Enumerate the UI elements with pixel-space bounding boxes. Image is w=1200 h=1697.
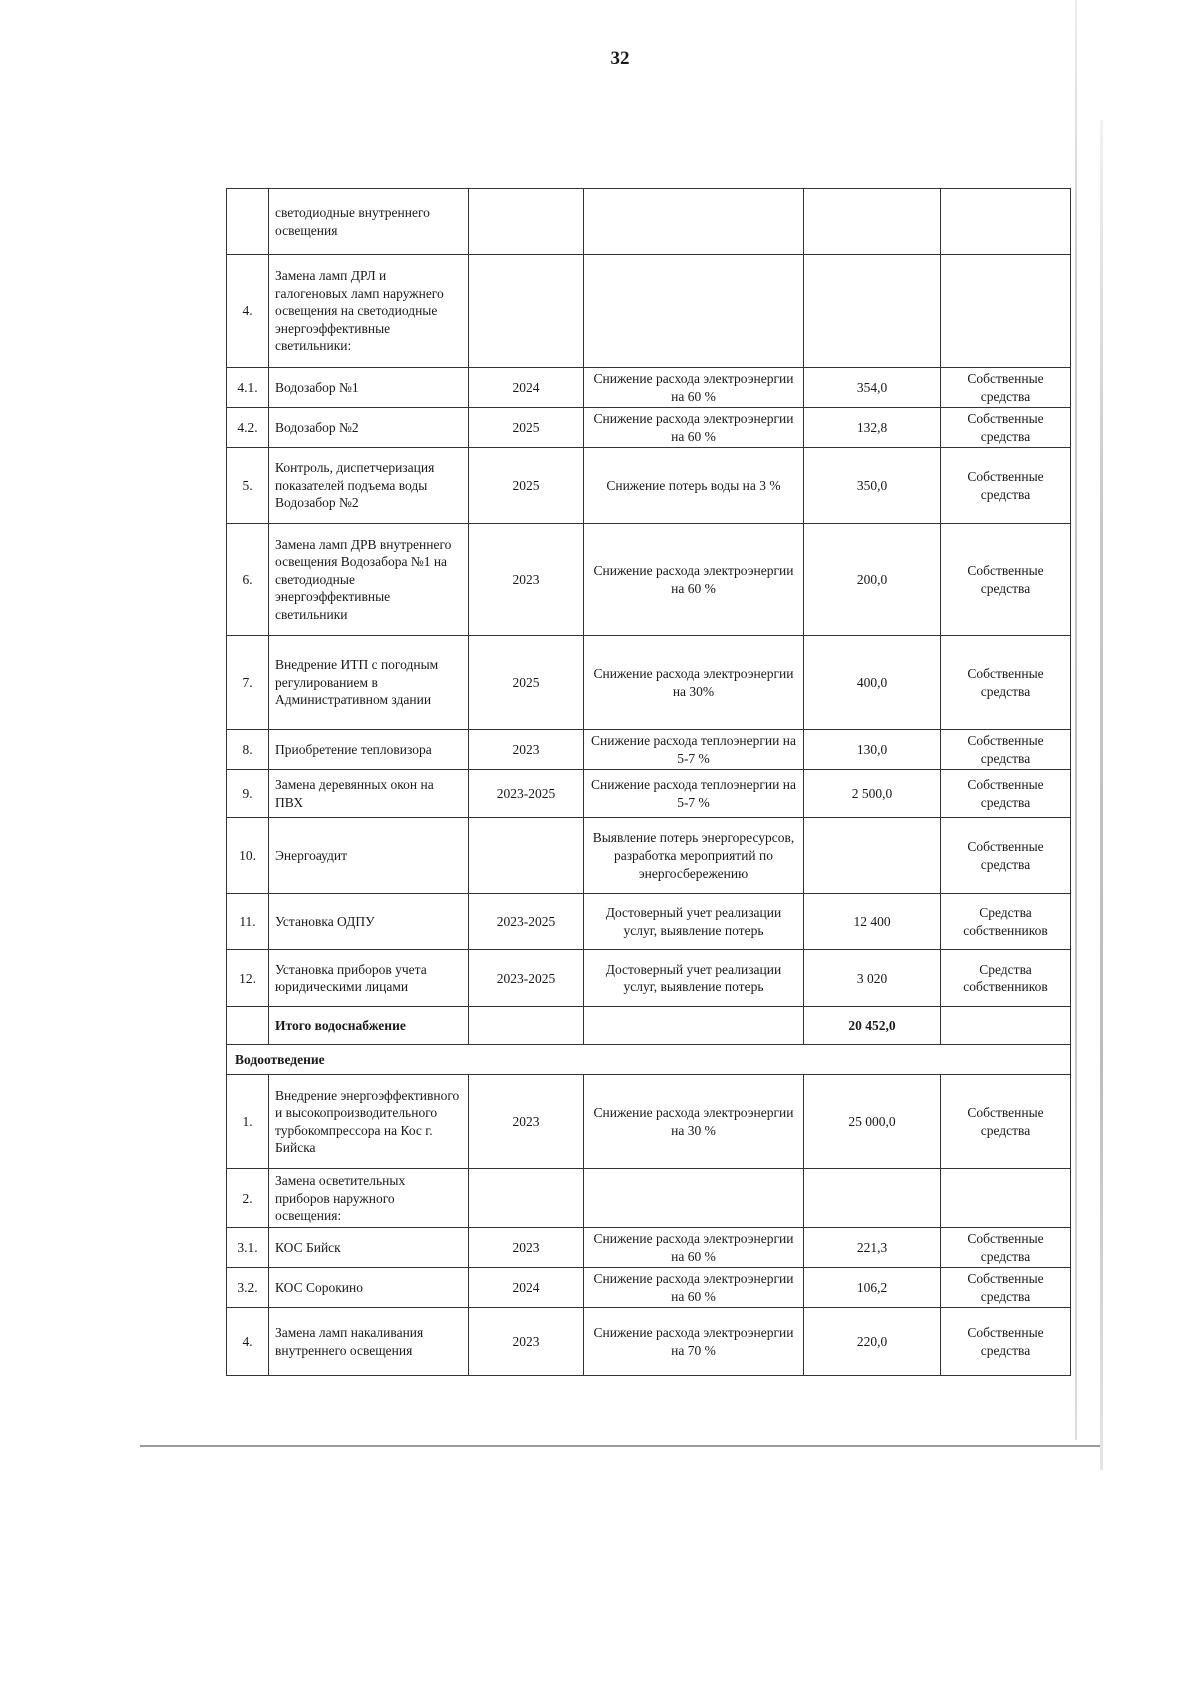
measure-name: светодиодные внутреннего освещения bbox=[269, 189, 469, 255]
expected-effect: Снижение расхода электроэнергии на 60 % bbox=[584, 408, 804, 448]
table-row bbox=[227, 1228, 1071, 1268]
table-row bbox=[227, 255, 1071, 368]
table-row bbox=[227, 1169, 1071, 1228]
table-row bbox=[227, 448, 1071, 524]
table-body bbox=[227, 189, 1071, 1376]
item-number: 8. bbox=[227, 730, 269, 770]
table-row bbox=[227, 408, 1071, 448]
measures-table-container bbox=[226, 188, 1070, 1376]
measure-name: Приобретение тепловизора bbox=[269, 730, 469, 770]
table-row bbox=[227, 1075, 1071, 1169]
item-number bbox=[227, 1007, 269, 1045]
measure-name: КОС Сорокино bbox=[269, 1268, 469, 1308]
cost-value: 221,3 bbox=[804, 1228, 941, 1268]
cost-value: 3 020 bbox=[804, 950, 941, 1007]
implementation-year bbox=[469, 1007, 584, 1045]
expected-effect bbox=[584, 1169, 804, 1228]
item-number: 7. bbox=[227, 636, 269, 730]
funding-source: Средства собственников bbox=[941, 894, 1071, 950]
measure-name: Замена ламп ДРВ внутреннего освещения Водозабора №1 на светодиодные энергоэффективные светильники bbox=[269, 524, 469, 636]
cost-value: 25 000,0 bbox=[804, 1075, 941, 1169]
measure-name: Энергоаудит bbox=[269, 818, 469, 894]
scan-bottom-line bbox=[140, 1445, 1100, 1447]
page-number: 32 bbox=[610, 48, 630, 69]
implementation-year: 2023-2025 bbox=[469, 770, 584, 818]
cost-value: 130,0 bbox=[804, 730, 941, 770]
scan-edge-line bbox=[1075, 0, 1077, 1440]
measure-name: Внедрение энергоэффективного и высокопроизводительного турбокомпрессора на Кос г. Бийска bbox=[269, 1075, 469, 1169]
expected-effect: Выявление потерь энергоресурсов, разработка мероприятий по энергосбережению bbox=[584, 818, 804, 894]
funding-source: Собственные средства bbox=[941, 368, 1071, 408]
cost-value bbox=[804, 189, 941, 255]
item-number: 4. bbox=[227, 255, 269, 368]
item-number bbox=[227, 189, 269, 255]
expected-effect: Снижение расхода электроэнергии на 60 % bbox=[584, 1228, 804, 1268]
item-number: 3.2. bbox=[227, 1268, 269, 1308]
measure-name: Установка ОДПУ bbox=[269, 894, 469, 950]
funding-source: Собственные средства bbox=[941, 818, 1071, 894]
cost-value: 106,2 bbox=[804, 1268, 941, 1308]
implementation-year bbox=[469, 255, 584, 368]
funding-source: Собственные средства bbox=[941, 770, 1071, 818]
item-number: 4.1. bbox=[227, 368, 269, 408]
funding-source: Собственные средства bbox=[941, 1308, 1071, 1376]
item-number: 11. bbox=[227, 894, 269, 950]
item-number: 4.2. bbox=[227, 408, 269, 448]
table-row bbox=[227, 636, 1071, 730]
expected-effect bbox=[584, 189, 804, 255]
measure-name: Замена осветительных приборов наружного освещения: bbox=[269, 1169, 469, 1228]
implementation-year: 2023 bbox=[469, 1228, 584, 1268]
cost-value: 20 452,0 bbox=[804, 1007, 941, 1045]
table-row bbox=[227, 730, 1071, 770]
cost-value: 132,8 bbox=[804, 408, 941, 448]
funding-source bbox=[941, 255, 1071, 368]
funding-source: Собственные средства bbox=[941, 408, 1071, 448]
implementation-year bbox=[469, 189, 584, 255]
funding-source: Собственные средства bbox=[941, 636, 1071, 730]
item-number: 12. bbox=[227, 950, 269, 1007]
implementation-year bbox=[469, 1169, 584, 1228]
expected-effect: Снижение расхода электроэнергии на 60 % bbox=[584, 368, 804, 408]
implementation-year: 2025 bbox=[469, 636, 584, 730]
cost-value: 200,0 bbox=[804, 524, 941, 636]
implementation-year: 2023 bbox=[469, 730, 584, 770]
cost-value bbox=[804, 255, 941, 368]
measure-name: КОС Бийск bbox=[269, 1228, 469, 1268]
funding-source: Собственные средства bbox=[941, 1268, 1071, 1308]
section-title: Водоотведение bbox=[227, 1045, 1071, 1075]
implementation-year: 2024 bbox=[469, 368, 584, 408]
measure-name: Водозабор №2 bbox=[269, 408, 469, 448]
measure-name: Замена деревянных окон на ПВХ bbox=[269, 770, 469, 818]
funding-source: Собственные средства bbox=[941, 730, 1071, 770]
table-row bbox=[227, 1308, 1071, 1376]
expected-effect: Достоверный учет реализации услуг, выявление потерь bbox=[584, 894, 804, 950]
expected-effect: Снижение потерь воды на 3 % bbox=[584, 448, 804, 524]
measure-name: Замена ламп накаливания внутреннего освещения bbox=[269, 1308, 469, 1376]
funding-source bbox=[941, 1169, 1071, 1228]
item-number: 4. bbox=[227, 1308, 269, 1376]
funding-source bbox=[941, 1007, 1071, 1045]
cost-value: 12 400 bbox=[804, 894, 941, 950]
cost-value bbox=[804, 818, 941, 894]
implementation-year: 2025 bbox=[469, 408, 584, 448]
item-number: 5. bbox=[227, 448, 269, 524]
funding-source: Собственные средства bbox=[941, 524, 1071, 636]
implementation-year: 2025 bbox=[469, 448, 584, 524]
table-row bbox=[227, 950, 1071, 1007]
implementation-year: 2023-2025 bbox=[469, 950, 584, 1007]
table-row bbox=[227, 770, 1071, 818]
scan-edge-line bbox=[1100, 120, 1103, 1470]
expected-effect: Снижение расхода электроэнергии на 60 % bbox=[584, 1268, 804, 1308]
measure-name: Водозабор №1 bbox=[269, 368, 469, 408]
implementation-year: 2023 bbox=[469, 524, 584, 636]
table-row bbox=[227, 1268, 1071, 1308]
item-number: 2. bbox=[227, 1169, 269, 1228]
funding-source bbox=[941, 189, 1071, 255]
measure-name: Установка приборов учета юридическими лицами bbox=[269, 950, 469, 1007]
energy-saving-measures-table bbox=[226, 188, 1071, 1376]
expected-effect bbox=[584, 255, 804, 368]
cost-value: 354,0 bbox=[804, 368, 941, 408]
table-row bbox=[227, 368, 1071, 408]
item-number: 1. bbox=[227, 1075, 269, 1169]
measure-name: Замена ламп ДРЛ и галогеновых ламп наружнего освещения на светодиодные энергоэффективные светильники: bbox=[269, 255, 469, 368]
expected-effect: Снижение расхода электроэнергии на 30% bbox=[584, 636, 804, 730]
item-number: 9. bbox=[227, 770, 269, 818]
implementation-year: 2023 bbox=[469, 1308, 584, 1376]
implementation-year bbox=[469, 818, 584, 894]
cost-value: 220,0 bbox=[804, 1308, 941, 1376]
table-row bbox=[227, 524, 1071, 636]
measure-name: Итого водоснабжение bbox=[269, 1007, 469, 1045]
cost-value: 350,0 bbox=[804, 448, 941, 524]
section-header-row bbox=[227, 1045, 1071, 1075]
expected-effect: Достоверный учет реализации услуг, выявление потерь bbox=[584, 950, 804, 1007]
expected-effect bbox=[584, 1007, 804, 1045]
funding-source: Собственные средства bbox=[941, 448, 1071, 524]
item-number: 6. bbox=[227, 524, 269, 636]
table-row bbox=[227, 894, 1071, 950]
item-number: 10. bbox=[227, 818, 269, 894]
cost-value bbox=[804, 1169, 941, 1228]
expected-effect: Снижение расхода теплоэнергии на 5-7 % bbox=[584, 730, 804, 770]
total-row bbox=[227, 1007, 1071, 1045]
expected-effect: Снижение расхода электроэнергии на 70 % bbox=[584, 1308, 804, 1376]
implementation-year: 2023-2025 bbox=[469, 894, 584, 950]
measure-name: Контроль, диспетчеризация показателей подъема воды Водозабор №2 bbox=[269, 448, 469, 524]
expected-effect: Снижение расхода электроэнергии на 60 % bbox=[584, 524, 804, 636]
funding-source: Собственные средства bbox=[941, 1228, 1071, 1268]
cost-value: 2 500,0 bbox=[804, 770, 941, 818]
implementation-year: 2023 bbox=[469, 1075, 584, 1169]
cost-value: 400,0 bbox=[804, 636, 941, 730]
implementation-year: 2024 bbox=[469, 1268, 584, 1308]
measure-name: Внедрение ИТП с погодным регулированием в Административном здании bbox=[269, 636, 469, 730]
item-number: 3.1. bbox=[227, 1228, 269, 1268]
funding-source: Средства собственников bbox=[941, 950, 1071, 1007]
expected-effect: Снижение расхода электроэнергии на 30 % bbox=[584, 1075, 804, 1169]
table-row bbox=[227, 189, 1071, 255]
table-row bbox=[227, 818, 1071, 894]
funding-source: Собственные средства bbox=[941, 1075, 1071, 1169]
expected-effect: Снижение расхода теплоэнергии на 5-7 % bbox=[584, 770, 804, 818]
